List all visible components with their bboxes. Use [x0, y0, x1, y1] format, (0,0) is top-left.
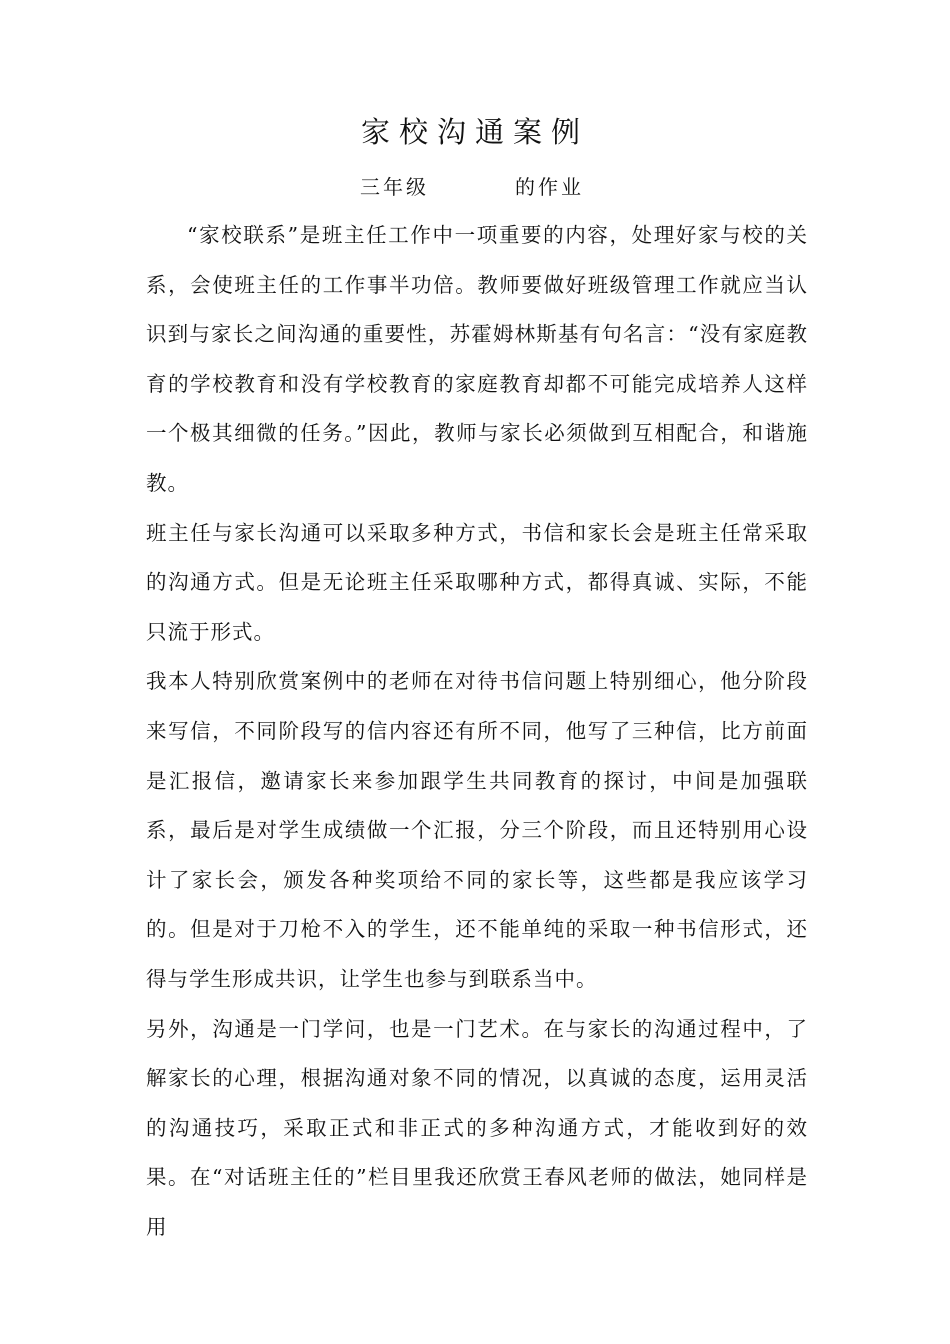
paragraph-3: 我本人特别欣赏案例中的老师在对待书信问题上特别细心，他分阶段来写信，不同阶段写的信内容还有所不同，他写了三种信，比方前面是汇报信，邀请家长来参加跟学生共同教育的探讨，中间是加强联系，最后是对学生成绩做一个汇报，分三个阶段，而且还特别用心设计了家长会，颁发各种奖项给不同的家长等，这些都是我应该学习的。但是对于刀枪不入的学生，还不能单纯的采取一种书信形式，还得与学生形成共识，让学生也参与到联系当中。: [146, 669, 808, 991]
document-body: [146, 211, 808, 1252]
subtitle-suffix: 的作业: [515, 175, 584, 199]
paragraph-2: 班主任与家长沟通可以采取多种方式，书信和家长会是班主任常采取的沟通方式。但是无论班主任采取哪种方式，都得真诚、实际，不能只流于形式。: [146, 520, 808, 644]
paragraph-1: “家校联系”是班主任工作中一项重要的内容，处理好家与校的关系，会使班主任的工作事半功倍。教师要做好班级管理工作就应当认识到与家长之间沟通的重要性，苏霍姆林斯基有句名言：“没有家庭教育的学校教育和没有学校教育的家庭教育却都不可能完成培养人这样一个极其细微的任务。”因此，教师与家长必须做到互相配合，和谐施教。: [146, 223, 808, 495]
paragraph-4: 另外，沟通是一门学问，也是一门艺术。在与家长的沟通过程中，了解家长的心理，根据沟通对象不同的情况，以真诚的态度，运用灵活的沟通技巧，采取正式和非正式的多种沟通方式，才能收到好的效果。在“对话班主任的”栏目里我还欣赏王春风老师的做法，她同样是用: [146, 1016, 808, 1239]
document-subtitle: [0, 172, 950, 202]
subtitle-grade: 三年级: [360, 175, 429, 199]
document-title: 家校沟通案例: [360, 115, 589, 149]
